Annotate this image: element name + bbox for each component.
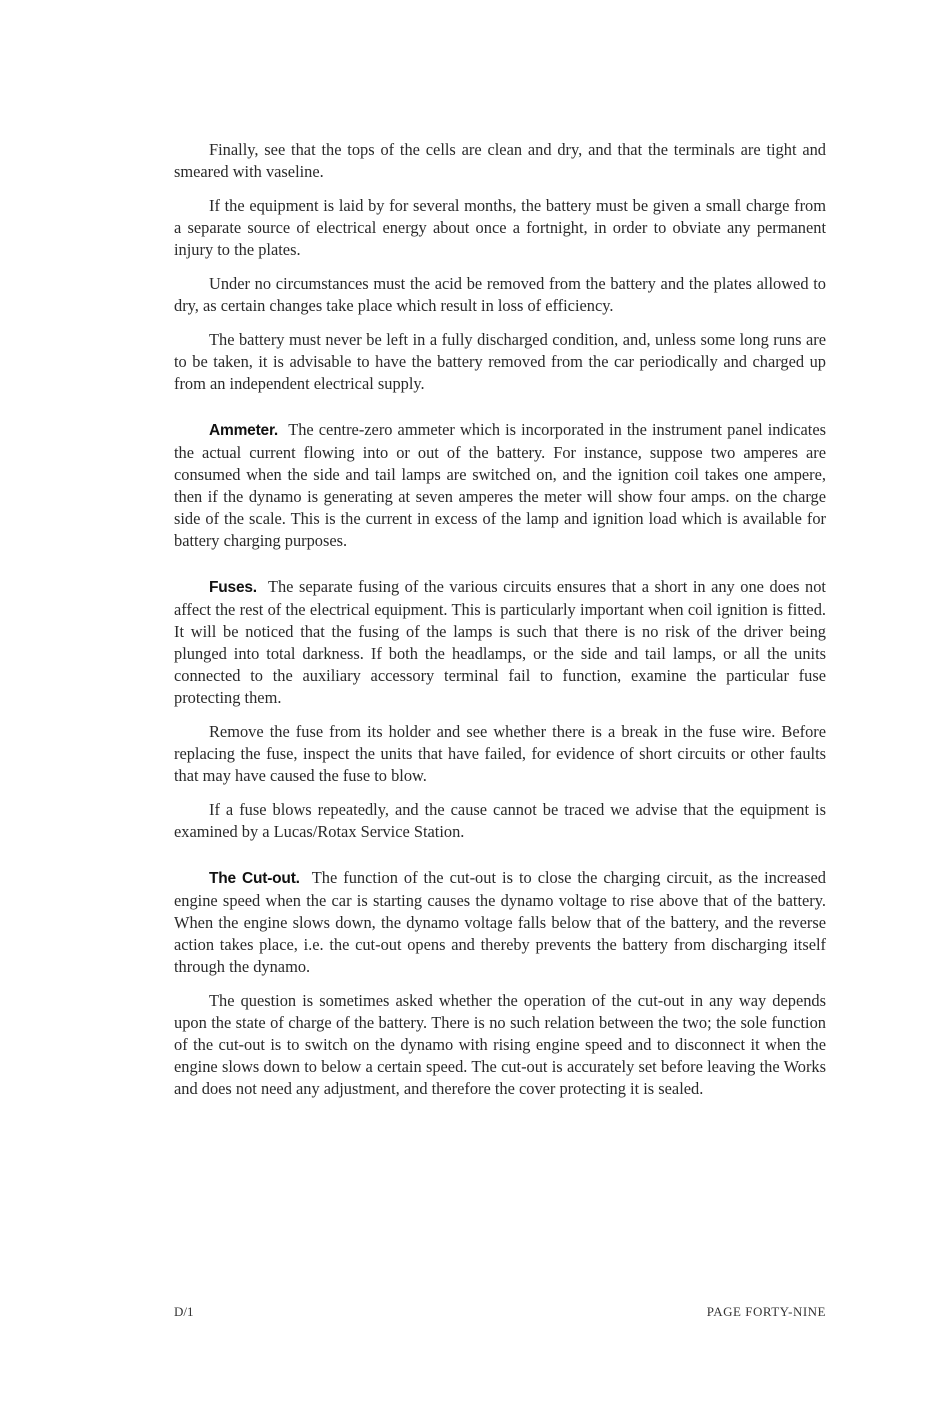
section-fuses <box>174 576 826 709</box>
heading-ammeter: Ammeter. <box>209 422 279 439</box>
cutout-text: The function of the cut-out is to close the charging circuit, as the increased engine speed when the car is starting causes the dynamo voltage to rise above that of the battery. When the engine slows down, the dynamo voltage falls below that of the battery, and the reverse action takes place, i.e. the cut-out opens and thereby prevents the battery from discharging itself through the dynamo. <box>174 868 826 976</box>
page-number: PAGE FORTY-NINE <box>706 1304 826 1319</box>
heading-cutout: The Cut-out. <box>209 870 300 887</box>
paragraph-laid-by: If the equipment is laid by for several months, the battery must be given a small charge from a separate source of electrical energy about once a fortnight, in order to obviate any permanent injury to the plates. <box>174 196 826 259</box>
paragraph-battery-tops: Finally, see that the tops of the cells are clean and dry, and that the terminals are tight and smeared with vaseline. <box>174 140 826 181</box>
paragraph-remove-fuse: Remove the fuse from its holder and see whether there is a break in the fuse wire. Before replacing the fuse, inspect the units that have failed, for evidence of short circuits or other faults that may have caused the fuse to blow. <box>174 722 826 785</box>
paragraph-cutout-question: The question is sometimes asked whether the operation of the cut-out in any way depends upon the state of charge of the battery. There is no such relation between the two; the sole function of the cut-out is to switch on the dynamo with rising engine speed and to disconnect it when the engine slows down to below a certain speed. The cut-out is accurately set before leaving the Works and does not need any adjustment, and therefore the cover protecting it is sealed. <box>174 991 826 1098</box>
ammeter-text: The centre-zero ammeter which is incorporated in the instrument panel indicates the actual current flowing into or out of the battery. For instance, suppose two amperes are consumed when the side and tail lamps are switched on, and the ignition coil takes one ampere, then if the dynamo is generating at seven amperes the meter will show four amps. on the charge side of the scale. This is the current in excess of the lamp and ignition load which is available for battery charging purposes. <box>174 420 826 550</box>
paragraph-discharged: The battery must never be left in a fully discharged condition, and, unless some long runs are to be taken, it is advisable to have the battery removed from the car periodically and charged up from an independent electrical supply. <box>174 330 826 393</box>
footer-code: D/1 <box>174 1304 194 1319</box>
section-ammeter <box>174 419 826 552</box>
page-body <box>174 139 826 1112</box>
paragraph-fuse-repeat: If a fuse blows repeatedly, and the cause cannot be traced we advise that the equipment is examined by a Lucas/Rotax Service Station. <box>174 800 826 841</box>
section-cutout <box>174 867 826 978</box>
heading-fuses: Fuses. <box>209 579 257 596</box>
fuses-text: The separate fusing of the various circuits ensures that a short in any one does not affect the rest of the electrical equipment. This is particularly important when coil ignition is fitted. It will be noticed that the fusing of the lamps is such that there is no risk of the driver being plunged into total darkness. If both the headlamps, or the side and tail lamps, or all the units connected to the auxiliary accessory terminal fail to function, examine the particular fuse protecting them. <box>174 577 826 707</box>
paragraph-acid: Under no circumstances must the acid be removed from the battery and the plates allowed to dry, as certain changes take place which result in loss of efficiency. <box>174 274 826 315</box>
